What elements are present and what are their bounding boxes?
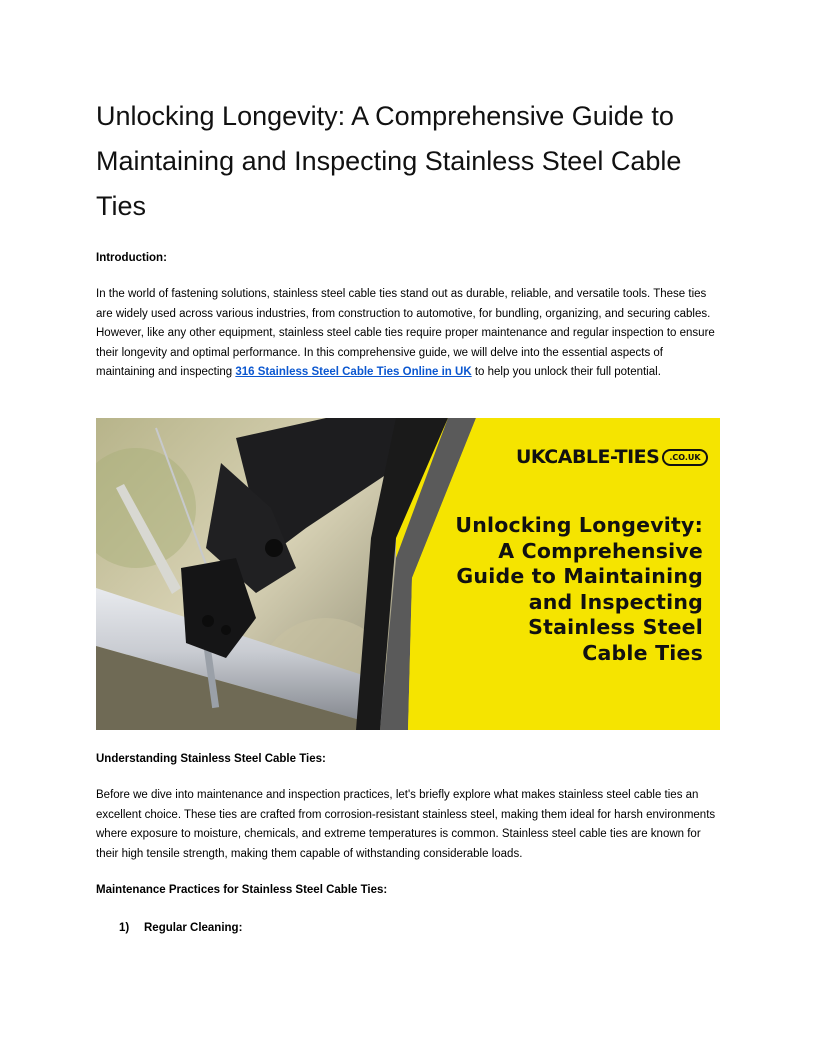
list-item-label: Regular Cleaning: (144, 922, 243, 934)
banner-headline-line: Guide to Maintaining (456, 564, 703, 588)
logo-badge: .CO.UK (662, 449, 707, 466)
product-link[interactable]: 316 Stainless Steel Cable Ties Online in UK (235, 366, 472, 378)
list-item-number: 1) (119, 922, 130, 934)
banner-headline-line: Cable Ties (582, 640, 703, 665)
intro-text-end: to help you unlock their full potential. (471, 366, 661, 378)
banner-headline-line: and Inspecting (528, 589, 703, 614)
article-banner (96, 418, 720, 730)
intro-paragraph (96, 285, 722, 383)
banner-headline (383, 513, 703, 666)
logo-text: UKCABLE-TIES (516, 446, 660, 468)
banner-headline-line: Stainless Steel (528, 615, 703, 639)
page-title: Unlocking Longevity: A Comprehensive Guide to Maintaining and Inspecting Stainless Steel Cable Ties (96, 101, 682, 221)
understanding-paragraph: Before we dive into maintenance and inspection practices, let's briefly explore what makes stainless steel cable ties an excellent choice. These ties are crafted from corrosion-resistant stainless steel, making them ideal for harsh environments where exposure to moisture, chemicals, and extreme temperatures is common. Stainless steel cable ties are known for their high tensile strength, making them capable of withstanding considerable loads. (96, 789, 716, 860)
intro-heading: Introduction: (96, 252, 167, 264)
banner-headline-line: A Comprehensive (498, 538, 703, 563)
understanding-heading: Understanding Stainless Steel Cable Ties: (96, 753, 326, 765)
maintenance-heading: Maintenance Practices for Stainless Steel Cable Ties: (96, 884, 388, 896)
banner-headline-line: Unlocking Longevity: (455, 513, 703, 537)
intro-text: In the world of fastening solutions, stainless steel cable ties stand out as durable, reliable, and versatile tools. These ties are widely used across various industries, from construction to automotive, for bundling, organizing, and securing cables. However, like any other equipment, stainless steel cable ties require proper maintenance and regular inspection to ensure their longevity and optimal performance. In this comprehensive guide, we will delve into the essential aspects of maintaining and inspecting (96, 288, 715, 378)
list-item (119, 921, 242, 936)
brand-logo (516, 442, 708, 472)
